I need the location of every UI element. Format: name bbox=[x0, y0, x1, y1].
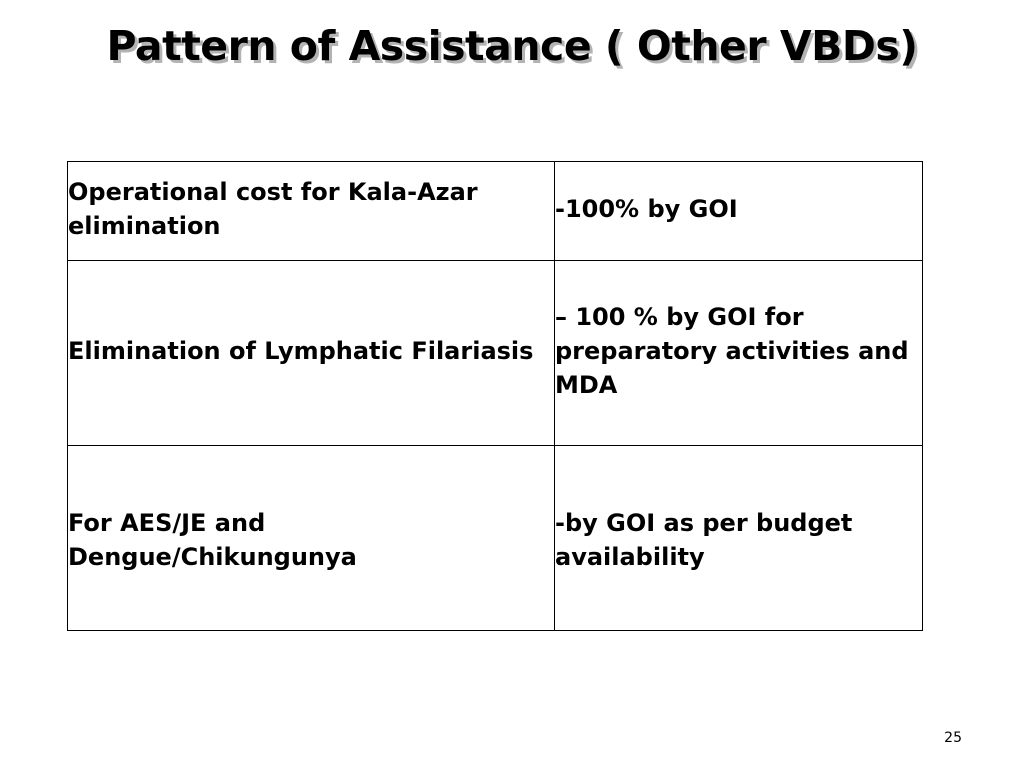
table-cell-assistance bbox=[555, 162, 923, 261]
item-text: Elimination of Lymphatic Filariasis bbox=[68, 337, 534, 365]
slide-title: Pattern of Assistance ( Other VBDs) bbox=[106, 22, 918, 70]
item-text: Operational cost for Kala-Azar elimination bbox=[68, 178, 478, 240]
assistance-table bbox=[67, 161, 923, 631]
assistance-text: -by GOI as per budget availability bbox=[555, 509, 853, 571]
table-row bbox=[68, 162, 923, 261]
table-cell-item bbox=[68, 162, 555, 261]
table-cell-assistance bbox=[555, 261, 923, 446]
table-cell-item bbox=[68, 261, 555, 446]
page-number: 25 bbox=[944, 730, 962, 746]
assistance-text: – 100 % by GOI for preparatory activities and MDA bbox=[555, 303, 909, 399]
table-row bbox=[68, 261, 923, 446]
table-cell-item bbox=[68, 446, 555, 631]
item-text: For AES/JE and Dengue/Chikungunya bbox=[68, 509, 357, 571]
table-cell-assistance bbox=[555, 446, 923, 631]
table-row bbox=[68, 446, 923, 631]
assistance-text: -100% by GOI bbox=[555, 195, 738, 223]
